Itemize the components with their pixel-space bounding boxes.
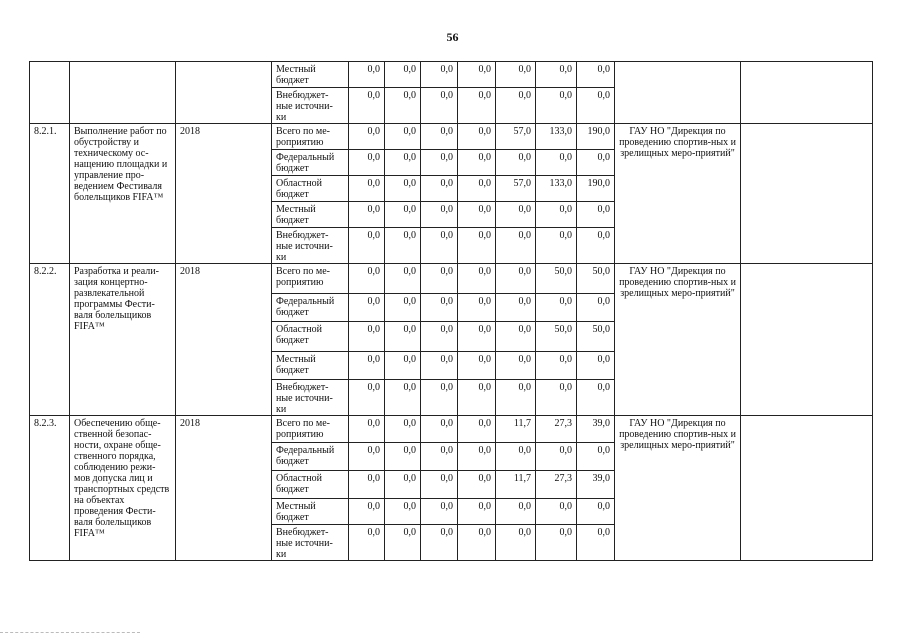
item-executor: ГАУ НО "Дирекция по проведению спортив-ных и зрелищных меро-приятий" xyxy=(615,416,741,561)
value-cell: 0,0 xyxy=(385,322,421,352)
value-cell: 0,0 xyxy=(385,294,421,322)
value-cell: 0,0 xyxy=(458,416,496,443)
source-cell xyxy=(272,416,349,443)
value-cell: 0,0 xyxy=(349,202,385,228)
value-cell: 0,0 xyxy=(536,88,577,124)
source-label: Внебюджет- ные источни- ки xyxy=(276,382,333,415)
value-cell: 0,0 xyxy=(577,499,615,525)
notes-cell xyxy=(741,416,873,561)
value-cell: 39,0 xyxy=(577,416,615,443)
description-cell xyxy=(70,62,176,124)
source-cell xyxy=(272,176,349,202)
value-cell: 0,0 xyxy=(458,150,496,176)
value-cell: 0,0 xyxy=(385,499,421,525)
source-label: Местный бюджет xyxy=(276,64,316,86)
value-cell: 0,0 xyxy=(385,380,421,416)
value-cell: 0,0 xyxy=(421,88,458,124)
value-cell: 0,0 xyxy=(385,88,421,124)
value-cell: 0,0 xyxy=(496,380,536,416)
value-cell: 0,0 xyxy=(421,380,458,416)
table-row xyxy=(30,264,873,294)
executor-cell xyxy=(615,62,741,124)
value-cell: 0,0 xyxy=(421,62,458,88)
budget-table xyxy=(29,61,873,561)
value-cell: 0,0 xyxy=(385,416,421,443)
notes-cell xyxy=(741,124,873,264)
value-cell: 0,0 xyxy=(577,62,615,88)
value-cell: 50,0 xyxy=(577,264,615,294)
value-cell: 0,0 xyxy=(421,525,458,561)
value-cell: 0,0 xyxy=(385,264,421,294)
value-cell: 27,3 xyxy=(536,471,577,499)
page-number: 56 xyxy=(446,30,459,44)
value-cell: 0,0 xyxy=(496,294,536,322)
value-cell: 0,0 xyxy=(458,443,496,471)
value-cell: 0,0 xyxy=(385,150,421,176)
value-cell: 0,0 xyxy=(536,294,577,322)
value-cell: 0,0 xyxy=(577,380,615,416)
value-cell: 0,0 xyxy=(385,62,421,88)
table-row xyxy=(30,416,873,443)
value-cell: 0,0 xyxy=(496,202,536,228)
value-cell: 0,0 xyxy=(458,352,496,380)
source-label: Областной бюджет xyxy=(276,324,323,346)
value-cell: 0,0 xyxy=(421,294,458,322)
value-cell: 0,0 xyxy=(496,228,536,264)
value-cell: 0,0 xyxy=(385,525,421,561)
value-cell: 27,3 xyxy=(536,416,577,443)
value-cell: 0,0 xyxy=(349,62,385,88)
value-cell: 0,0 xyxy=(536,352,577,380)
source-label: Всего по ме- роприятию xyxy=(276,266,330,288)
item-description: Обеспечению обще-ственной безопас-ности, охране обще-ственного порядка, соблюдению режи-мов допуска лиц и транспортных средств на объектах проведения Фести-валя болельщиков FIFA™ xyxy=(70,416,176,561)
source-label: Внебюджет- ные источни- ки xyxy=(276,230,333,263)
value-cell: 0,0 xyxy=(577,352,615,380)
table-row xyxy=(30,124,873,150)
value-cell: 0,0 xyxy=(349,124,385,150)
item-description: Разработка и реали-зация концертно-развлекательной программы Фести-валя болельщиков FIFA™ xyxy=(70,264,176,416)
value-cell: 0,0 xyxy=(496,150,536,176)
value-cell: 11,7 xyxy=(496,471,536,499)
value-cell: 0,0 xyxy=(536,525,577,561)
value-cell: 0,0 xyxy=(421,202,458,228)
value-cell: 190,0 xyxy=(577,176,615,202)
value-cell: 0,0 xyxy=(458,264,496,294)
item-year: 2018 xyxy=(176,124,272,264)
source-cell xyxy=(272,88,349,124)
value-cell: 0,0 xyxy=(349,322,385,352)
value-cell: 133,0 xyxy=(536,176,577,202)
value-cell: 50,0 xyxy=(536,264,577,294)
value-cell: 0,0 xyxy=(458,228,496,264)
value-cell: 39,0 xyxy=(577,471,615,499)
scan-artifact-line xyxy=(0,632,140,634)
value-cell: 0,0 xyxy=(496,352,536,380)
value-cell: 0,0 xyxy=(349,150,385,176)
source-cell xyxy=(272,150,349,176)
value-cell: 0,0 xyxy=(349,88,385,124)
value-cell: 0,0 xyxy=(458,380,496,416)
value-cell: 0,0 xyxy=(496,264,536,294)
value-cell: 0,0 xyxy=(536,202,577,228)
value-cell: 0,0 xyxy=(385,471,421,499)
value-cell: 0,0 xyxy=(577,202,615,228)
value-cell: 50,0 xyxy=(536,322,577,352)
value-cell: 0,0 xyxy=(421,443,458,471)
value-cell: 0,0 xyxy=(421,150,458,176)
value-cell: 133,0 xyxy=(536,124,577,150)
value-cell: 0,0 xyxy=(349,176,385,202)
value-cell: 0,0 xyxy=(496,322,536,352)
value-cell: 0,0 xyxy=(458,471,496,499)
source-label: Внебюджет- ные источни- ки xyxy=(276,90,333,123)
value-cell: 0,0 xyxy=(458,124,496,150)
value-cell: 0,0 xyxy=(349,352,385,380)
value-cell: 0,0 xyxy=(536,380,577,416)
source-label: Местный бюджет xyxy=(276,354,316,376)
value-cell: 0,0 xyxy=(421,416,458,443)
source-label: Местный бюджет xyxy=(276,204,316,226)
value-cell: 0,0 xyxy=(385,228,421,264)
value-cell: 0,0 xyxy=(349,416,385,443)
source-cell xyxy=(272,443,349,471)
source-label: Внебюджет- ные источни- ки xyxy=(276,527,333,560)
value-cell: 0,0 xyxy=(421,471,458,499)
source-cell xyxy=(272,294,349,322)
source-cell xyxy=(272,264,349,294)
source-label: Федеральный бюджет xyxy=(276,296,335,318)
source-label: Областной бюджет xyxy=(276,178,323,200)
source-cell xyxy=(272,525,349,561)
table-body xyxy=(30,62,873,561)
value-cell: 0,0 xyxy=(349,443,385,471)
value-cell: 0,0 xyxy=(577,294,615,322)
source-cell xyxy=(272,228,349,264)
source-cell xyxy=(272,499,349,525)
value-cell: 0,0 xyxy=(421,264,458,294)
value-cell: 0,0 xyxy=(536,443,577,471)
value-cell: 0,0 xyxy=(496,88,536,124)
source-cell xyxy=(272,124,349,150)
value-cell: 0,0 xyxy=(496,443,536,471)
value-cell: 0,0 xyxy=(349,264,385,294)
value-cell: 0,0 xyxy=(577,150,615,176)
value-cell: 0,0 xyxy=(421,499,458,525)
value-cell: 0,0 xyxy=(536,62,577,88)
item-number: 8.2.1. xyxy=(30,124,70,264)
value-cell: 0,0 xyxy=(536,150,577,176)
value-cell: 0,0 xyxy=(536,228,577,264)
item-year: 2018 xyxy=(176,264,272,416)
value-cell: 0,0 xyxy=(458,202,496,228)
value-cell: 0,0 xyxy=(421,352,458,380)
notes-cell xyxy=(741,264,873,416)
source-cell xyxy=(272,202,349,228)
value-cell: 0,0 xyxy=(349,499,385,525)
value-cell: 0,0 xyxy=(458,176,496,202)
value-cell: 0,0 xyxy=(349,228,385,264)
value-cell: 0,0 xyxy=(385,176,421,202)
item-executor: ГАУ НО "Дирекция по проведению спортив-ных и зрелищных меро-приятий" xyxy=(615,124,741,264)
value-cell: 0,0 xyxy=(458,294,496,322)
source-label: Местный бюджет xyxy=(276,501,316,523)
value-cell: 0,0 xyxy=(421,124,458,150)
source-label: Областной бюджет xyxy=(276,473,323,495)
value-cell: 0,0 xyxy=(577,228,615,264)
value-cell: 0,0 xyxy=(458,62,496,88)
value-cell: 0,0 xyxy=(421,228,458,264)
value-cell: 0,0 xyxy=(496,525,536,561)
value-cell: 0,0 xyxy=(577,525,615,561)
notes-cell xyxy=(741,62,873,124)
value-cell: 0,0 xyxy=(421,322,458,352)
source-cell xyxy=(272,62,349,88)
value-cell: 190,0 xyxy=(577,124,615,150)
value-cell: 0,0 xyxy=(458,525,496,561)
source-label: Федеральный бюджет xyxy=(276,152,335,174)
value-cell: 0,0 xyxy=(421,176,458,202)
value-cell: 0,0 xyxy=(385,443,421,471)
source-cell xyxy=(272,352,349,380)
item-number: 8.2.2. xyxy=(30,264,70,416)
value-cell: 50,0 xyxy=(577,322,615,352)
value-cell: 0,0 xyxy=(496,62,536,88)
value-cell: 0,0 xyxy=(458,322,496,352)
source-label: Всего по ме- роприятию xyxy=(276,126,330,148)
value-cell: 0,0 xyxy=(385,202,421,228)
year-cell xyxy=(176,62,272,124)
item-year: 2018 xyxy=(176,416,272,561)
value-cell: 0,0 xyxy=(349,294,385,322)
value-cell: 0,0 xyxy=(458,499,496,525)
source-label: Федеральный бюджет xyxy=(276,445,335,467)
value-cell: 0,0 xyxy=(349,525,385,561)
value-cell: 0,0 xyxy=(458,88,496,124)
source-label: Всего по ме- роприятию xyxy=(276,418,330,440)
value-cell: 11,7 xyxy=(496,416,536,443)
value-cell: 0,0 xyxy=(349,471,385,499)
value-cell: 0,0 xyxy=(385,352,421,380)
number-cell xyxy=(30,62,70,124)
table-row xyxy=(30,62,873,88)
item-executor: ГАУ НО "Дирекция по проведению спортив-ных и зрелищных меро-приятий" xyxy=(615,264,741,416)
value-cell: 57,0 xyxy=(496,124,536,150)
source-cell xyxy=(272,322,349,352)
value-cell: 0,0 xyxy=(577,88,615,124)
source-cell xyxy=(272,380,349,416)
value-cell: 0,0 xyxy=(577,443,615,471)
value-cell: 0,0 xyxy=(536,499,577,525)
value-cell: 0,0 xyxy=(496,499,536,525)
item-number: 8.2.3. xyxy=(30,416,70,561)
value-cell: 0,0 xyxy=(349,380,385,416)
value-cell: 0,0 xyxy=(385,124,421,150)
source-cell xyxy=(272,471,349,499)
value-cell: 57,0 xyxy=(496,176,536,202)
item-description: Выполнение работ по обустройству и техническому ос-нащению площадки и управление про-ведением Фестиваля болельщиков FIFA™ xyxy=(70,124,176,264)
